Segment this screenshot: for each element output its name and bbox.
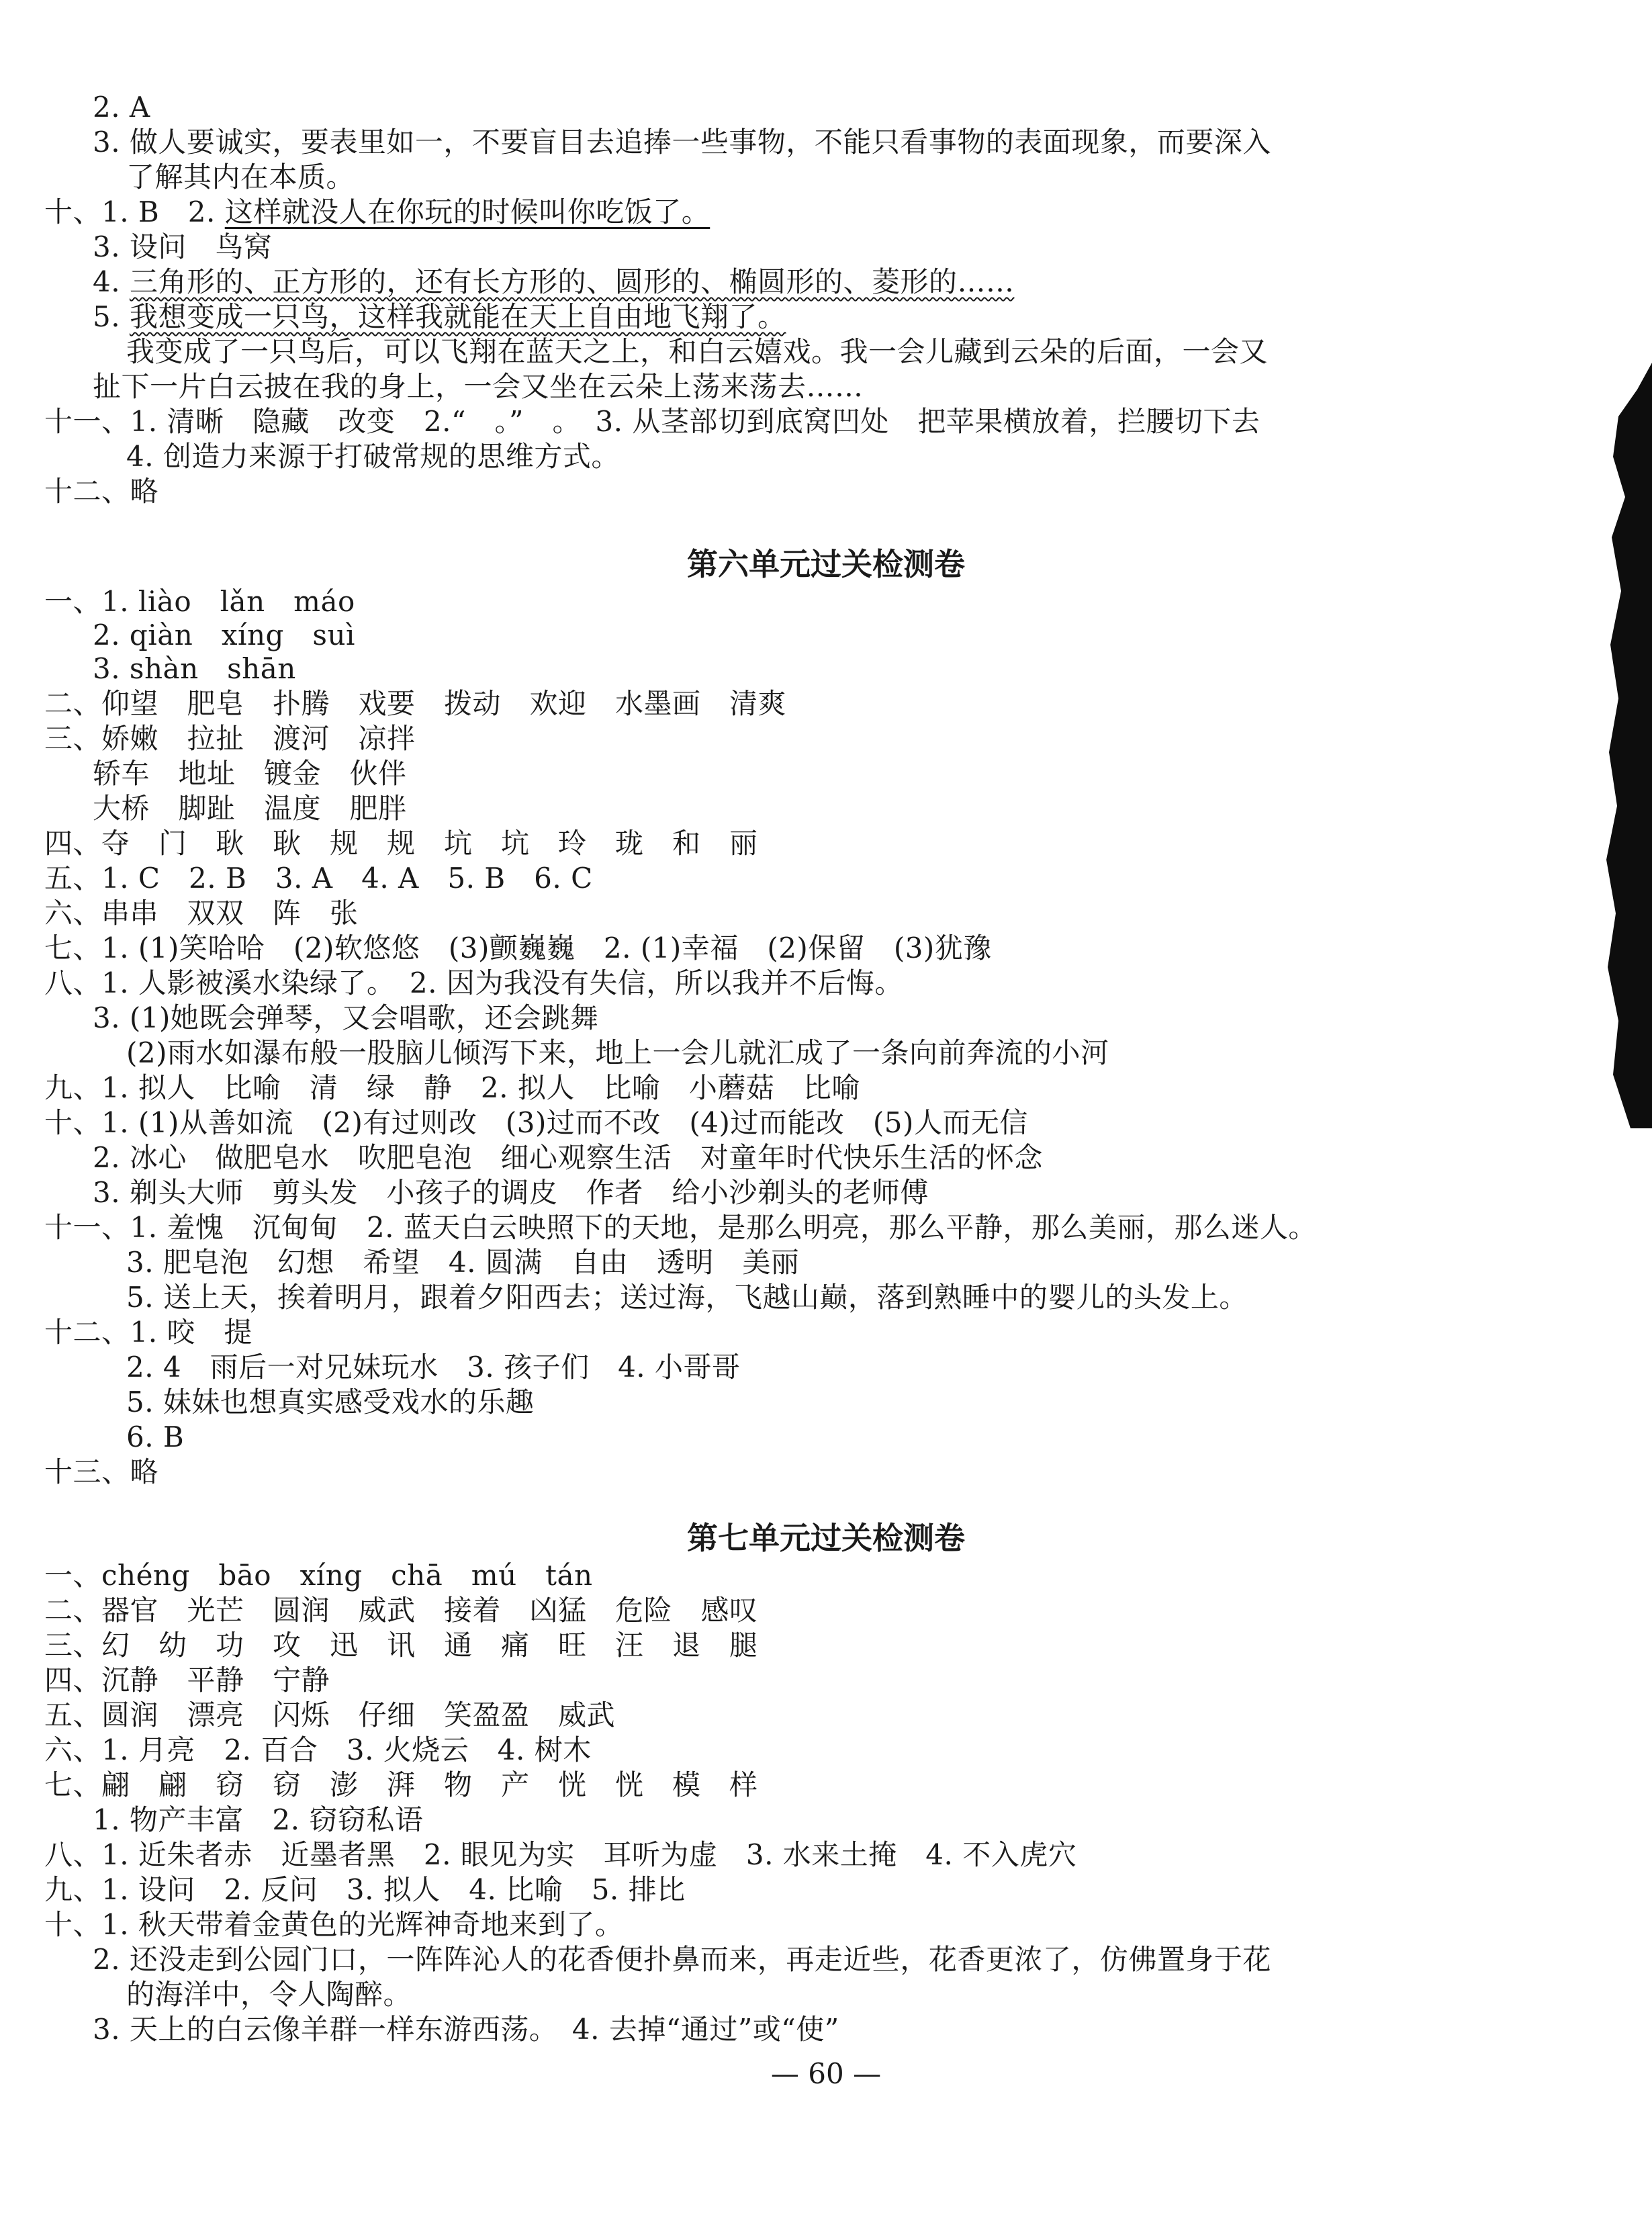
- answer-line: 我变成了一只鸟后，可以飞翔在蓝天之上，和白云嬉戏。我一会儿藏到云朵的后面，一会又: [126, 335, 1269, 368]
- answer-line: 3. 天上的白云像羊群一样东游西荡。 4. 去掉“通过”或“使”: [93, 2013, 839, 2046]
- answer-line: 3. 设问 鸟窝: [93, 230, 273, 263]
- answer-line: 六、串串 双双 阵 张: [44, 897, 359, 930]
- wavy-underlined-answer: 我想变成一只鸟，这样我就能在天上自由地飞翔了。: [129, 300, 786, 333]
- underlined-answer: 这样就没人在你玩的时候叫你吃饭了。: [224, 195, 710, 228]
- answer-prefix: 5.: [93, 300, 130, 333]
- answer-line: 八、1. 近朱者赤 近墨者黑 2. 眼见为实 耳听为虚 3. 水来土掩 4. 不入虎穴: [44, 1838, 1077, 1871]
- scan-edge-shadow: [1598, 363, 1652, 1128]
- answer-line: 2. A: [93, 91, 150, 124]
- answer-line: 5. 妹妹也想真实感受戏水的乐趣: [126, 1386, 535, 1418]
- answer-line: 十、1. 秋天带着金黄色的光辉神奇地来到了。: [44, 1908, 624, 1941]
- answer-line: 3. 肥皂泡 幻想 希望 4. 圆满 自由 透明 美丽: [126, 1246, 800, 1279]
- answer-prefix: 十、1. B 2.: [44, 195, 225, 228]
- answer-line: 二、仰望 肥皂 扑腾 戏要 拨动 欢迎 水墨画 清爽: [44, 687, 787, 720]
- answer-line: 扯下一片白云披在我的身上，一会又坐在云朵上荡来荡去……: [93, 370, 864, 403]
- answer-line: 轿车 地址 镀金 伙伴: [93, 757, 407, 790]
- answer-line: 四、夺 门 耿 耿 规 规 坑 坑 玲 珑 和 丽: [44, 827, 758, 860]
- answer-line: 3. (1)她既会弹琴，又会唱歌，还会跳舞: [93, 1001, 599, 1034]
- answer-line: 5. 送上天，挨着明月，跟着夕阳西去；送过海，飞越山巅，落到熟睡中的婴儿的头发上。: [126, 1281, 1248, 1314]
- answer-line: 2. 冰心 做肥皂水 吹肥皂泡 细心观察生活 对童年时代快乐生活的怀念: [93, 1141, 1043, 1174]
- answer-line: 十、1. (1)从善如流 (2)有过则改 (3)过而不改 (4)过而能改 (5)人而无信: [44, 1106, 1028, 1139]
- answer-line: 一、1. liào lǎn máo: [44, 585, 355, 618]
- section-title: 第六单元过关检测卷: [687, 546, 965, 582]
- answer-line: 的海洋中，令人陶醉。: [126, 1978, 412, 2011]
- answer-line: 八、1. 人影被溪水染绿了。 2. 因为我没有失信，所以我并不后悔。: [44, 966, 903, 999]
- answer-prefix: 4.: [93, 265, 130, 298]
- answer-line: 6. B: [126, 1420, 185, 1453]
- page-number: — 60 —: [770, 2057, 882, 2090]
- answer-line: 4. 创造力来源于打破常规的思维方式。: [126, 440, 620, 473]
- answer-line: 3. 做人要诚实，要表里如一，不要盲目去追捧一些事物，不能只看事物的表面现象，而要深入: [93, 126, 1271, 159]
- answer-line: 五、圆润 漂亮 闪烁 仔细 笑盈盈 威武: [44, 1699, 616, 1731]
- answer-line: 3. 剃头大师 剪头发 小孩子的调皮 作者 给小沙剃头的老师傅: [93, 1176, 929, 1209]
- answer-line: 十三、略: [44, 1455, 159, 1488]
- answer-line: 三、幻 幼 功 攻 迅 讯 通 痛 旺 汪 退 腿: [44, 1629, 758, 1662]
- answer-line: 十一、1. 羞愧 沉甸甸 2. 蓝天白云映照下的天地，是那么明亮，那么平静，那么美丽，那么迷人。: [44, 1211, 1317, 1244]
- answer-line: 1. 物产丰富 2. 窃窃私语: [93, 1803, 424, 1836]
- answer-line: (2)雨水如瀑布般一股脑儿倾泻下来，地上一会儿就汇成了一条向前奔流的小河: [126, 1036, 1109, 1069]
- answer-line: [93, 300, 786, 334]
- answer-line: 九、1. 拟人 比喻 清 绿 静 2. 拟人 比喻 小蘑菇 比喻: [44, 1071, 860, 1104]
- answer-line: 二、器官 光芒 圆润 威武 接着 凶猛 危险 感叹: [44, 1594, 758, 1627]
- answer-line: 一、chéng bāo xíng chā mú tán: [44, 1559, 593, 1592]
- answer-line: 六、1. 月亮 2. 百合 3. 火烧云 4. 树木: [44, 1733, 592, 1766]
- answer-line: 2. qiàn xíng suì: [93, 619, 355, 651]
- answer-line: 五、1. C 2. B 3. A 4. A 5. B 6. C: [44, 862, 593, 895]
- answer-line: 大桥 脚趾 温度 肥胖: [93, 792, 407, 825]
- answer-line: 四、沉静 平静 宁静: [44, 1664, 330, 1697]
- answer-line: 九、1. 设问 2. 反问 3. 拟人 4. 比喻 5. 排比: [44, 1873, 686, 1906]
- answer-line: 2. 还没走到公园门口，一阵阵沁人的花香便扑鼻而来，再走近些，花香更浓了，仿佛置身于花: [93, 1943, 1271, 1976]
- answer-line: 七、1. (1)笑哈哈 (2)软悠悠 (3)颤巍巍 2. (1)幸福 (2)保留 (3)犹豫: [44, 932, 992, 964]
- answer-line: 2. 4 雨后一对兄妹玩水 3. 孩子们 4. 小哥哥: [126, 1351, 741, 1384]
- answer-line: 七、翩 翩 窃 窃 澎 湃 物 产 恍 恍 模 样: [44, 1768, 758, 1801]
- answer-line: 了解其内在本质。: [126, 161, 355, 193]
- answer-line: [93, 265, 1014, 300]
- answer-line: 十二、略: [44, 475, 159, 508]
- wavy-underlined-answer: 三角形的、正方形的，还有长方形的、圆形的、椭圆形的、菱形的……: [129, 265, 1015, 298]
- answer-line: 十二、1. 咬 提: [44, 1316, 253, 1349]
- section-title: 第七单元过关检测卷: [687, 1520, 965, 1556]
- answer-line: 三、娇嫩 拉扯 渡河 凉拌: [44, 722, 416, 755]
- answer-line: 十一、1. 清晰 隐藏 改变 2.“ 。” 。 3. 从茎部切到底窝凹处 把苹果横放着，拦腰切下去: [44, 405, 1260, 438]
- answer-line: 3. shàn shān: [93, 652, 296, 685]
- answer-line: [44, 195, 710, 230]
